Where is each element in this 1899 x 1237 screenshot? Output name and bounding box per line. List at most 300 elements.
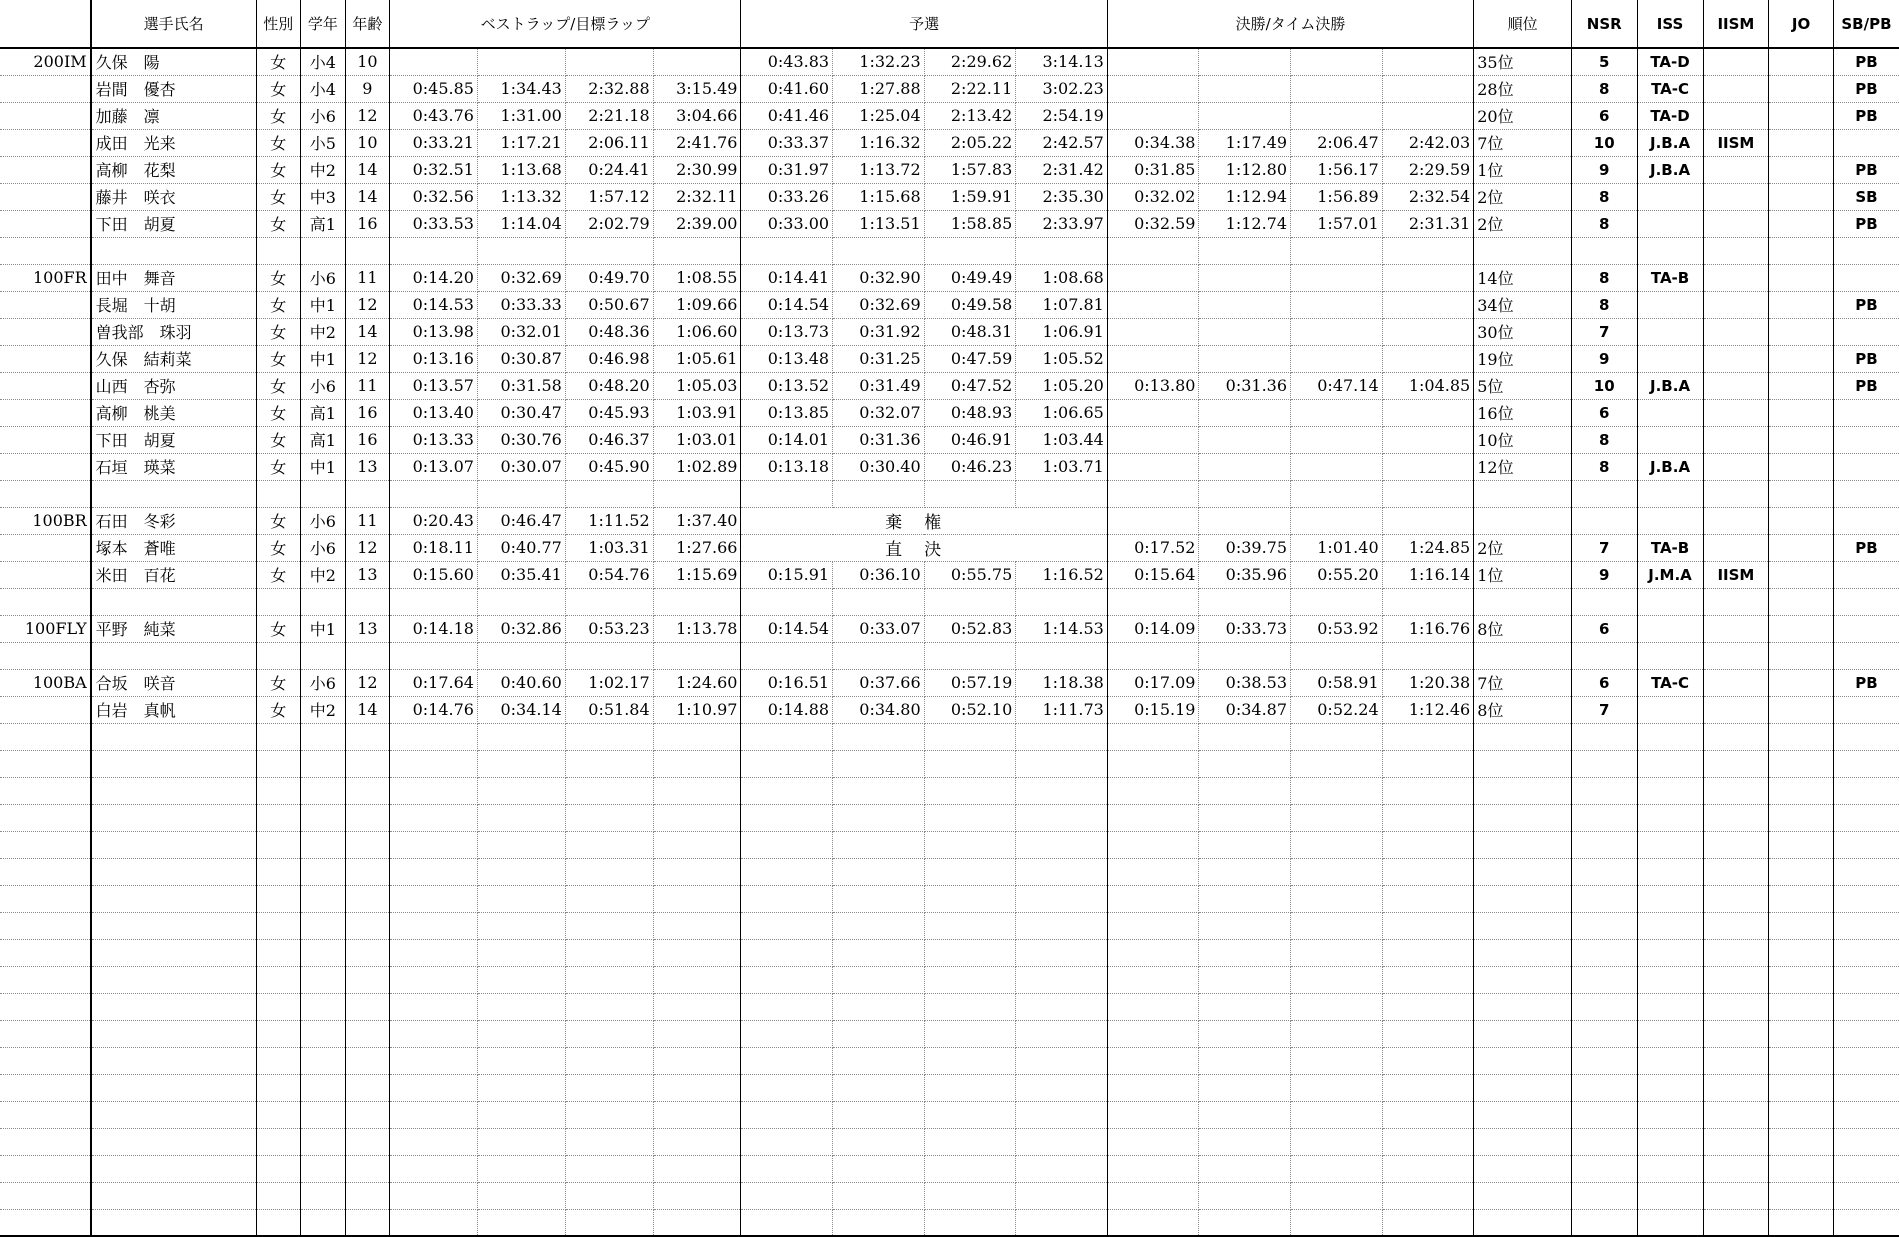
best-lap-cell: 1:37.40 [653, 507, 741, 534]
empty-cell [1703, 858, 1769, 885]
best-lap-cell: 0:45.90 [565, 453, 653, 480]
final-lap-cell: 1:12.46 [1382, 696, 1474, 723]
jo-cell [1769, 426, 1834, 453]
nsr-cell: 9 [1571, 156, 1637, 183]
prelim-lap-cell: 0:31.49 [833, 372, 925, 399]
empty-cell [477, 1155, 565, 1182]
empty-cell [1637, 777, 1703, 804]
event-cell [0, 318, 91, 345]
final-lap-cell: 2:06.47 [1291, 129, 1383, 156]
best-lap-cell: 3:04.66 [653, 102, 741, 129]
empty-cell [653, 804, 741, 831]
empty-row [0, 723, 1899, 750]
header-iss: ISS [1637, 0, 1703, 48]
prelim-lap-cell: 1:03.44 [1016, 426, 1108, 453]
event-cell: 100BA [0, 669, 91, 696]
empty-cell [1107, 777, 1199, 804]
jo-cell [1769, 453, 1834, 480]
table-row [0, 588, 1899, 615]
empty-cell [91, 993, 256, 1020]
empty-cell [91, 1182, 256, 1209]
age-cell: 12 [345, 102, 390, 129]
empty-cell [653, 858, 741, 885]
iism-cell [1703, 48, 1769, 75]
best-lap-cell: 0:33.53 [390, 210, 478, 237]
empty-cell [1833, 939, 1899, 966]
final-lap-cell: 0:39.75 [1199, 534, 1291, 561]
empty-cell [91, 1155, 256, 1182]
sex-cell: 女 [256, 534, 301, 561]
empty-cell [345, 1155, 390, 1182]
sbpb-cell: PB [1833, 156, 1899, 183]
empty-cell [256, 1155, 301, 1182]
empty-cell [0, 723, 91, 750]
table-row [0, 561, 1899, 588]
empty-cell [1769, 993, 1834, 1020]
empty-cell [924, 966, 1016, 993]
empty-cell [1291, 723, 1383, 750]
best-lap-cell: 0:49.70 [565, 264, 653, 291]
empty-cell [565, 993, 653, 1020]
empty-cell [345, 858, 390, 885]
empty-cell [477, 723, 565, 750]
empty-cell [477, 858, 565, 885]
empty-cell [833, 939, 925, 966]
empty-cell [345, 723, 390, 750]
sex-cell [256, 237, 301, 264]
nsr-cell: 6 [1571, 615, 1637, 642]
empty-cell [256, 858, 301, 885]
empty-cell [1382, 1209, 1474, 1236]
empty-cell [1474, 1020, 1572, 1047]
best-lap-cell: 0:32.69 [477, 264, 565, 291]
table-row [0, 183, 1899, 210]
empty-cell [345, 1182, 390, 1209]
empty-cell [477, 1020, 565, 1047]
empty-cell [1703, 750, 1769, 777]
empty-cell [565, 1209, 653, 1236]
empty-cell [1703, 1209, 1769, 1236]
empty-cell [1703, 831, 1769, 858]
empty-cell [0, 912, 91, 939]
prelim-lap-cell: 2:13.42 [924, 102, 1016, 129]
empty-cell [477, 1047, 565, 1074]
best-lap-cell: 0:15.60 [390, 561, 478, 588]
name-cell [91, 480, 256, 507]
empty-cell [477, 993, 565, 1020]
age-cell: 13 [345, 453, 390, 480]
prelim-lap-cell: 0:13.85 [741, 399, 833, 426]
empty-cell [1107, 1128, 1199, 1155]
empty-cell [833, 912, 925, 939]
empty-cell [565, 831, 653, 858]
header-jo: JO [1769, 0, 1834, 48]
sbpb-cell [1833, 615, 1899, 642]
rank-cell: 34位 [1474, 291, 1572, 318]
empty-cell [1474, 831, 1572, 858]
jo-cell [1769, 102, 1834, 129]
empty-cell [1291, 885, 1383, 912]
jo-cell [1769, 48, 1834, 75]
iism-cell [1703, 507, 1769, 534]
empty-cell [1474, 1128, 1572, 1155]
final-lap-cell: 2:31.31 [1382, 210, 1474, 237]
empty-cell [833, 966, 925, 993]
empty-cell [565, 1020, 653, 1047]
prelim-lap-cell: 1:13.72 [833, 156, 925, 183]
best-lap-cell: 0:13.07 [390, 453, 478, 480]
empty-cell [565, 1155, 653, 1182]
final-lap-cell: 0:38.53 [1199, 669, 1291, 696]
prelim-lap-cell: 0:49.58 [924, 291, 1016, 318]
empty-cell [1016, 858, 1108, 885]
sex-cell: 女 [256, 183, 301, 210]
empty-cell [1769, 1155, 1834, 1182]
final-lap-cell [1382, 345, 1474, 372]
empty-cell [1291, 750, 1383, 777]
empty-cell [741, 1047, 833, 1074]
header-grade: 学年 [301, 0, 346, 48]
prelim-lap-cell: 1:11.73 [1016, 696, 1108, 723]
empty-cell [0, 1020, 91, 1047]
best-lap-cell: 0:46.98 [565, 345, 653, 372]
empty-cell [477, 885, 565, 912]
table-row [0, 669, 1899, 696]
name-cell: 長堀 十胡 [91, 291, 256, 318]
final-lap-cell [1382, 264, 1474, 291]
empty-cell [345, 966, 390, 993]
empty-cell [741, 1128, 833, 1155]
empty-cell [1016, 939, 1108, 966]
best-lap-cell: 0:14.76 [390, 696, 478, 723]
final-lap-cell [1199, 453, 1291, 480]
final-lap-cell: 1:57.01 [1291, 210, 1383, 237]
nsr-cell: 7 [1571, 534, 1637, 561]
iism-cell [1703, 210, 1769, 237]
empty-cell [741, 750, 833, 777]
final-lap-cell [1199, 507, 1291, 534]
empty-cell [924, 777, 1016, 804]
jo-cell [1769, 480, 1834, 507]
final-lap-cell: 0:13.80 [1107, 372, 1199, 399]
empty-cell [345, 1128, 390, 1155]
empty-cell [1199, 993, 1291, 1020]
final-lap-cell [1382, 453, 1474, 480]
prelim-note-cell: 直決 [741, 534, 1107, 561]
prelim-lap-cell: 1:59.91 [924, 183, 1016, 210]
best-lap-cell: 0:33.21 [390, 129, 478, 156]
empty-cell [91, 804, 256, 831]
empty-cell [345, 1020, 390, 1047]
sbpb-cell: PB [1833, 345, 1899, 372]
best-lap-cell: 1:09.66 [653, 291, 741, 318]
jo-cell [1769, 399, 1834, 426]
age-cell: 12 [345, 291, 390, 318]
iss-cell [1637, 237, 1703, 264]
nsr-cell: 10 [1571, 129, 1637, 156]
prelim-lap-cell [833, 588, 925, 615]
empty-cell [1833, 1074, 1899, 1101]
empty-cell [301, 1020, 346, 1047]
grade-cell: 中1 [301, 345, 346, 372]
best-lap-cell: 1:03.91 [653, 399, 741, 426]
best-lap-cell: 1:10.97 [653, 696, 741, 723]
empty-cell [833, 1047, 925, 1074]
name-cell [91, 588, 256, 615]
empty-cell [833, 1074, 925, 1101]
empty-cell [390, 1128, 478, 1155]
prelim-lap-cell: 0:46.23 [924, 453, 1016, 480]
event-cell: 100FR [0, 264, 91, 291]
sbpb-cell [1833, 426, 1899, 453]
name-cell: 合坂 咲音 [91, 669, 256, 696]
final-lap-cell [1291, 102, 1383, 129]
best-lap-cell [653, 48, 741, 75]
age-cell: 14 [345, 156, 390, 183]
sbpb-cell [1833, 561, 1899, 588]
header-rank: 順位 [1474, 0, 1572, 48]
empty-cell [1833, 1155, 1899, 1182]
prelim-lap-cell: 0:47.59 [924, 345, 1016, 372]
prelim-lap-cell: 1:57.83 [924, 156, 1016, 183]
sbpb-cell [1833, 129, 1899, 156]
nsr-cell [1571, 480, 1637, 507]
empty-cell [741, 966, 833, 993]
empty-cell [91, 885, 256, 912]
event-cell: 100BR [0, 507, 91, 534]
empty-cell [1382, 966, 1474, 993]
nsr-cell: 6 [1571, 102, 1637, 129]
event-cell [0, 102, 91, 129]
empty-cell [1833, 804, 1899, 831]
grade-cell: 高1 [301, 210, 346, 237]
iism-cell [1703, 426, 1769, 453]
final-lap-cell [1291, 345, 1383, 372]
sex-cell: 女 [256, 669, 301, 696]
final-lap-cell: 1:04.85 [1382, 372, 1474, 399]
empty-cell [345, 885, 390, 912]
empty-cell [565, 858, 653, 885]
age-cell [345, 480, 390, 507]
iism-cell [1703, 534, 1769, 561]
empty-cell [1769, 804, 1834, 831]
event-cell: 100FLY [0, 615, 91, 642]
best-lap-cell: 0:13.40 [390, 399, 478, 426]
prelim-lap-cell: 0:13.48 [741, 345, 833, 372]
empty-cell [0, 750, 91, 777]
iism-cell: IISM [1703, 129, 1769, 156]
name-cell: 下田 胡夏 [91, 210, 256, 237]
final-lap-cell: 0:52.24 [1291, 696, 1383, 723]
empty-cell [924, 939, 1016, 966]
prelim-lap-cell: 1:03.71 [1016, 453, 1108, 480]
sbpb-cell: PB [1833, 210, 1899, 237]
empty-cell [653, 885, 741, 912]
empty-cell [1199, 1155, 1291, 1182]
empty-cell [301, 966, 346, 993]
empty-cell [1107, 885, 1199, 912]
prelim-lap-cell: 2:29.62 [924, 48, 1016, 75]
empty-cell [345, 912, 390, 939]
best-lap-cell: 2:06.11 [565, 129, 653, 156]
empty-cell [390, 723, 478, 750]
empty-cell [565, 966, 653, 993]
best-lap-cell: 0:13.98 [390, 318, 478, 345]
age-cell: 12 [345, 534, 390, 561]
empty-cell [924, 1074, 1016, 1101]
empty-cell [1571, 1020, 1637, 1047]
rank-cell: 10位 [1474, 426, 1572, 453]
best-lap-cell [565, 48, 653, 75]
empty-cell [477, 912, 565, 939]
empty-cell [1107, 723, 1199, 750]
table-row [0, 129, 1899, 156]
empty-cell [256, 1209, 301, 1236]
prelim-lap-cell: 0:16.51 [741, 669, 833, 696]
final-lap-cell: 1:16.76 [1382, 615, 1474, 642]
empty-cell [256, 1182, 301, 1209]
prelim-lap-cell [924, 237, 1016, 264]
empty-cell [1637, 1155, 1703, 1182]
best-lap-cell: 0:50.67 [565, 291, 653, 318]
empty-cell [1769, 831, 1834, 858]
empty-cell [477, 1074, 565, 1101]
iss-cell [1637, 426, 1703, 453]
iism-cell [1703, 75, 1769, 102]
sbpb-cell [1833, 399, 1899, 426]
final-lap-cell: 1:16.14 [1382, 561, 1474, 588]
empty-cell [741, 885, 833, 912]
sbpb-cell [1833, 480, 1899, 507]
empty-cell [91, 1047, 256, 1074]
rank-cell: 2位 [1474, 183, 1572, 210]
empty-cell [477, 1209, 565, 1236]
empty-cell [301, 831, 346, 858]
final-lap-cell [1291, 48, 1383, 75]
iism-cell [1703, 318, 1769, 345]
empty-cell [1703, 1074, 1769, 1101]
event-cell [0, 642, 91, 669]
empty-cell [1199, 939, 1291, 966]
empty-cell [1703, 912, 1769, 939]
prelim-lap-cell: 2:22.11 [924, 75, 1016, 102]
empty-cell [477, 777, 565, 804]
age-cell: 9 [345, 75, 390, 102]
rank-cell: 20位 [1474, 102, 1572, 129]
empty-cell [653, 1209, 741, 1236]
best-lap-cell: 0:20.43 [390, 507, 478, 534]
best-lap-cell: 0:30.47 [477, 399, 565, 426]
empty-cell [1637, 939, 1703, 966]
empty-cell [1016, 1182, 1108, 1209]
empty-cell [1637, 858, 1703, 885]
empty-cell [1769, 1020, 1834, 1047]
event-cell [0, 480, 91, 507]
table-row [0, 156, 1899, 183]
rank-cell: 7位 [1474, 129, 1572, 156]
empty-cell [1016, 723, 1108, 750]
prelim-lap-cell: 0:57.19 [924, 669, 1016, 696]
empty-cell [1199, 1101, 1291, 1128]
empty-row [0, 858, 1899, 885]
final-lap-cell [1291, 75, 1383, 102]
event-cell [0, 156, 91, 183]
prelim-lap-cell: 1:58.85 [924, 210, 1016, 237]
empty-cell [653, 1047, 741, 1074]
name-cell: 下田 胡夏 [91, 426, 256, 453]
empty-cell [0, 939, 91, 966]
prelim-lap-cell: 0:34.80 [833, 696, 925, 723]
empty-cell [301, 723, 346, 750]
empty-cell [1703, 993, 1769, 1020]
empty-cell [1107, 750, 1199, 777]
empty-cell [924, 1020, 1016, 1047]
sbpb-cell: PB [1833, 291, 1899, 318]
nsr-cell: 8 [1571, 453, 1637, 480]
final-lap-cell [1382, 426, 1474, 453]
age-cell: 13 [345, 561, 390, 588]
empty-cell [390, 939, 478, 966]
empty-cell [390, 1020, 478, 1047]
empty-cell [1571, 804, 1637, 831]
empty-cell [91, 1128, 256, 1155]
iism-cell [1703, 588, 1769, 615]
iism-cell [1703, 642, 1769, 669]
empty-cell [1833, 1182, 1899, 1209]
empty-row [0, 966, 1899, 993]
grade-cell [301, 588, 346, 615]
empty-cell [1199, 750, 1291, 777]
final-lap-cell [1382, 588, 1474, 615]
empty-cell [1474, 1155, 1572, 1182]
empty-cell [1474, 912, 1572, 939]
empty-cell [1833, 885, 1899, 912]
iss-cell: TA-B [1637, 264, 1703, 291]
empty-row [0, 1074, 1899, 1101]
empty-cell [1637, 723, 1703, 750]
event-cell [0, 183, 91, 210]
iss-cell: J.B.A [1637, 453, 1703, 480]
empty-cell [653, 966, 741, 993]
prelim-lap-cell: 0:13.52 [741, 372, 833, 399]
empty-cell [345, 777, 390, 804]
empty-cell [1107, 1020, 1199, 1047]
empty-cell [1016, 1074, 1108, 1101]
empty-cell [833, 993, 925, 1020]
empty-cell [1571, 1047, 1637, 1074]
sbpb-cell: PB [1833, 372, 1899, 399]
empty-cell [565, 939, 653, 966]
best-lap-cell: 0:30.87 [477, 345, 565, 372]
name-cell: 田中 舞音 [91, 264, 256, 291]
empty-cell [301, 858, 346, 885]
best-lap-cell: 0:14.18 [390, 615, 478, 642]
age-cell: 12 [345, 345, 390, 372]
rank-cell [1474, 588, 1572, 615]
empty-cell [256, 750, 301, 777]
event-cell [0, 453, 91, 480]
final-lap-cell [1107, 480, 1199, 507]
table-row [0, 102, 1899, 129]
rank-cell [1474, 237, 1572, 264]
empty-cell [1703, 777, 1769, 804]
rank-cell: 1位 [1474, 561, 1572, 588]
empty-cell [1703, 1155, 1769, 1182]
empty-cell [1016, 1155, 1108, 1182]
empty-cell [301, 1101, 346, 1128]
sbpb-cell [1833, 507, 1899, 534]
best-lap-cell: 0:17.64 [390, 669, 478, 696]
